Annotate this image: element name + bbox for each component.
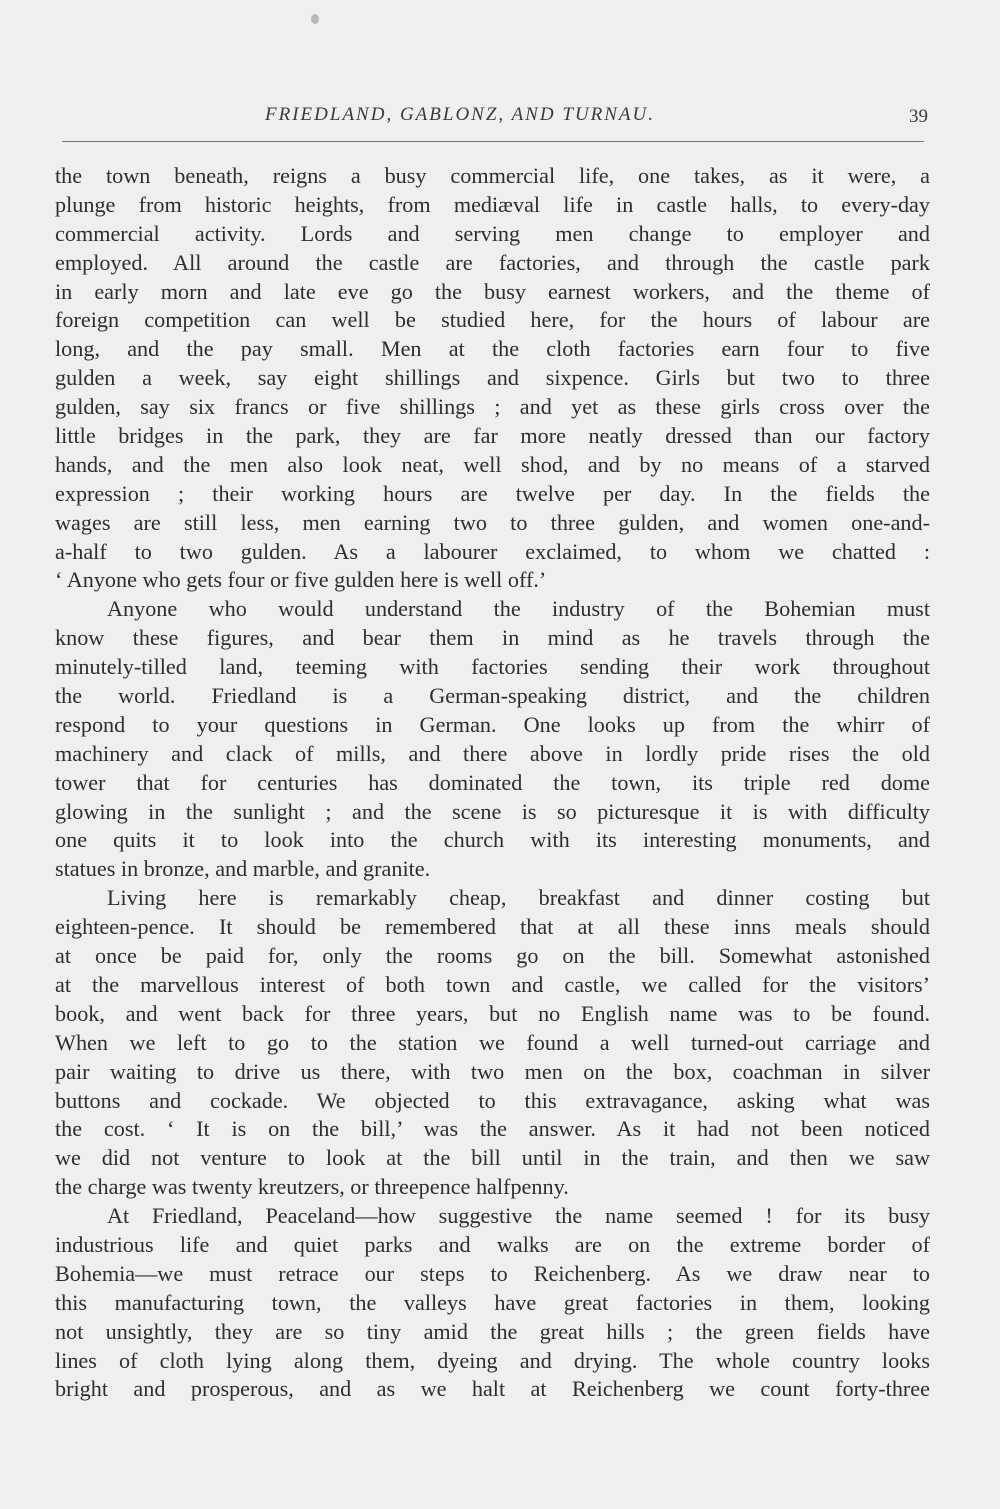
- text-line: this manufacturing town, the valleys have great factories in them, looking: [55, 1289, 930, 1315]
- running-head: [60, 104, 930, 134]
- text-line: at once be paid for, only the rooms go on the bill. Somewhat astonished: [55, 943, 930, 969]
- text-line: at the marvellous interest of both town and castle, we called for the visitors’: [55, 971, 930, 997]
- text-line: in early morn and late eve go the busy earnest workers, and the theme of: [55, 278, 930, 304]
- text-line: wages are still less, men earning two to three gulden, and women one-and-: [55, 509, 930, 535]
- text-line: we did not venture to look at the bill until in the train, and then we saw: [55, 1145, 930, 1171]
- text-line: tower that for centuries has dominated the town, its triple red dome: [55, 769, 930, 795]
- text-line: respond to your questions in German. One looks up from the whirr of: [55, 711, 930, 737]
- text-line: the town beneath, reigns a busy commercial life, one takes, as it were, a: [55, 163, 930, 188]
- text-line: one quits it to look into the church with its interesting monuments, and: [55, 827, 930, 853]
- text-line: expression ; their working hours are twelve per day. In the fields the: [55, 480, 930, 506]
- text-line: minutely-tilled land, teeming with factories sending their work throughout: [55, 654, 930, 680]
- text-line: buttons and cockade. We objected to this extravagance, asking what was: [55, 1087, 930, 1113]
- text-line: eighteen-pence. It should be remembered that at all these inns meals should: [55, 914, 930, 940]
- running-title: FRIEDLAND, GABLONZ, AND TURNAU.: [265, 104, 655, 125]
- text-line: foreign competition can well be studied here, for the hours of labour are: [55, 307, 930, 333]
- text-line: commercial activity. Lords and serving men change to employer and: [55, 220, 930, 246]
- text-line: long, and the pay small. Men at the cloth factories earn four to five: [55, 336, 930, 362]
- text-line: bright and prosperous, and as we halt at Reichenberg we count forty-three: [55, 1376, 930, 1402]
- page-mark: [311, 14, 319, 24]
- text-line: When we left to go to the station we found a well turned-out carriage and: [55, 1029, 930, 1055]
- text-line: the charge was twenty kreutzers, or threepence halfpenny.: [55, 1174, 569, 1200]
- text-line: the cost. ‘ It is on the bill,’ was the answer. As it had not been noticed: [55, 1116, 930, 1142]
- text-line: At Friedland, Peaceland—how suggestive the name seemed ! for its busy: [107, 1203, 930, 1229]
- text-line: Living here is remarkably cheap, breakfast and dinner costing but: [107, 885, 930, 911]
- text-line: ‘ Anyone who gets four or five gulden here is well off.’: [55, 567, 547, 593]
- text-line: lines of cloth lying along them, dyeing and drying. The whole country looks: [55, 1347, 930, 1373]
- text-line: machinery and clack of mills, and there above in lordly pride rises the old: [55, 740, 930, 766]
- text-line: plunge from historic heights, from mediæval life in castle halls, to every-day: [55, 191, 930, 217]
- text-line: a-half to two gulden. As a labourer exclaimed, to whom we chatted :: [55, 538, 930, 564]
- body-text: [55, 162, 930, 1404]
- text-line: not unsightly, they are so tiny amid the great hills ; the green fields have: [55, 1318, 930, 1344]
- text-line: the world. Friedland is a German-speaking district, and the children: [55, 683, 930, 709]
- text-line: book, and went back for three years, but no English name was to be found.: [55, 1000, 930, 1026]
- text-line: gulden a week, say eight shillings and sixpence. Girls but two to three: [55, 365, 930, 391]
- text-line: gulden, say six francs or five shillings ; and yet as these girls cross over the: [55, 394, 930, 420]
- header-rule: [62, 141, 924, 142]
- text-line: industrious life and quiet parks and walks are on the extreme border of: [55, 1231, 930, 1257]
- text-line: glowing in the sunlight ; and the scene is so picturesque it is with difficulty: [55, 798, 930, 824]
- text-line: Bohemia—we must retrace our steps to Reichenberg. As we draw near to: [55, 1260, 930, 1286]
- text-line: employed. All around the castle are factories, and through the castle park: [55, 249, 930, 275]
- text-line: know these figures, and bear them in mind as he travels through the: [55, 625, 930, 651]
- text-line: little bridges in the park, they are far more neatly dressed than our factory: [55, 423, 930, 449]
- text-line: hands, and the men also look neat, well shod, and by no means of a starved: [55, 451, 930, 477]
- text-line: Anyone who would understand the industry of the Bohemian must: [107, 596, 930, 622]
- text-line: pair waiting to drive us there, with two men on the box, coachman in silver: [55, 1058, 930, 1084]
- page-number: 39: [909, 106, 928, 127]
- text-line: statues in bronze, and marble, and granite.: [55, 856, 431, 882]
